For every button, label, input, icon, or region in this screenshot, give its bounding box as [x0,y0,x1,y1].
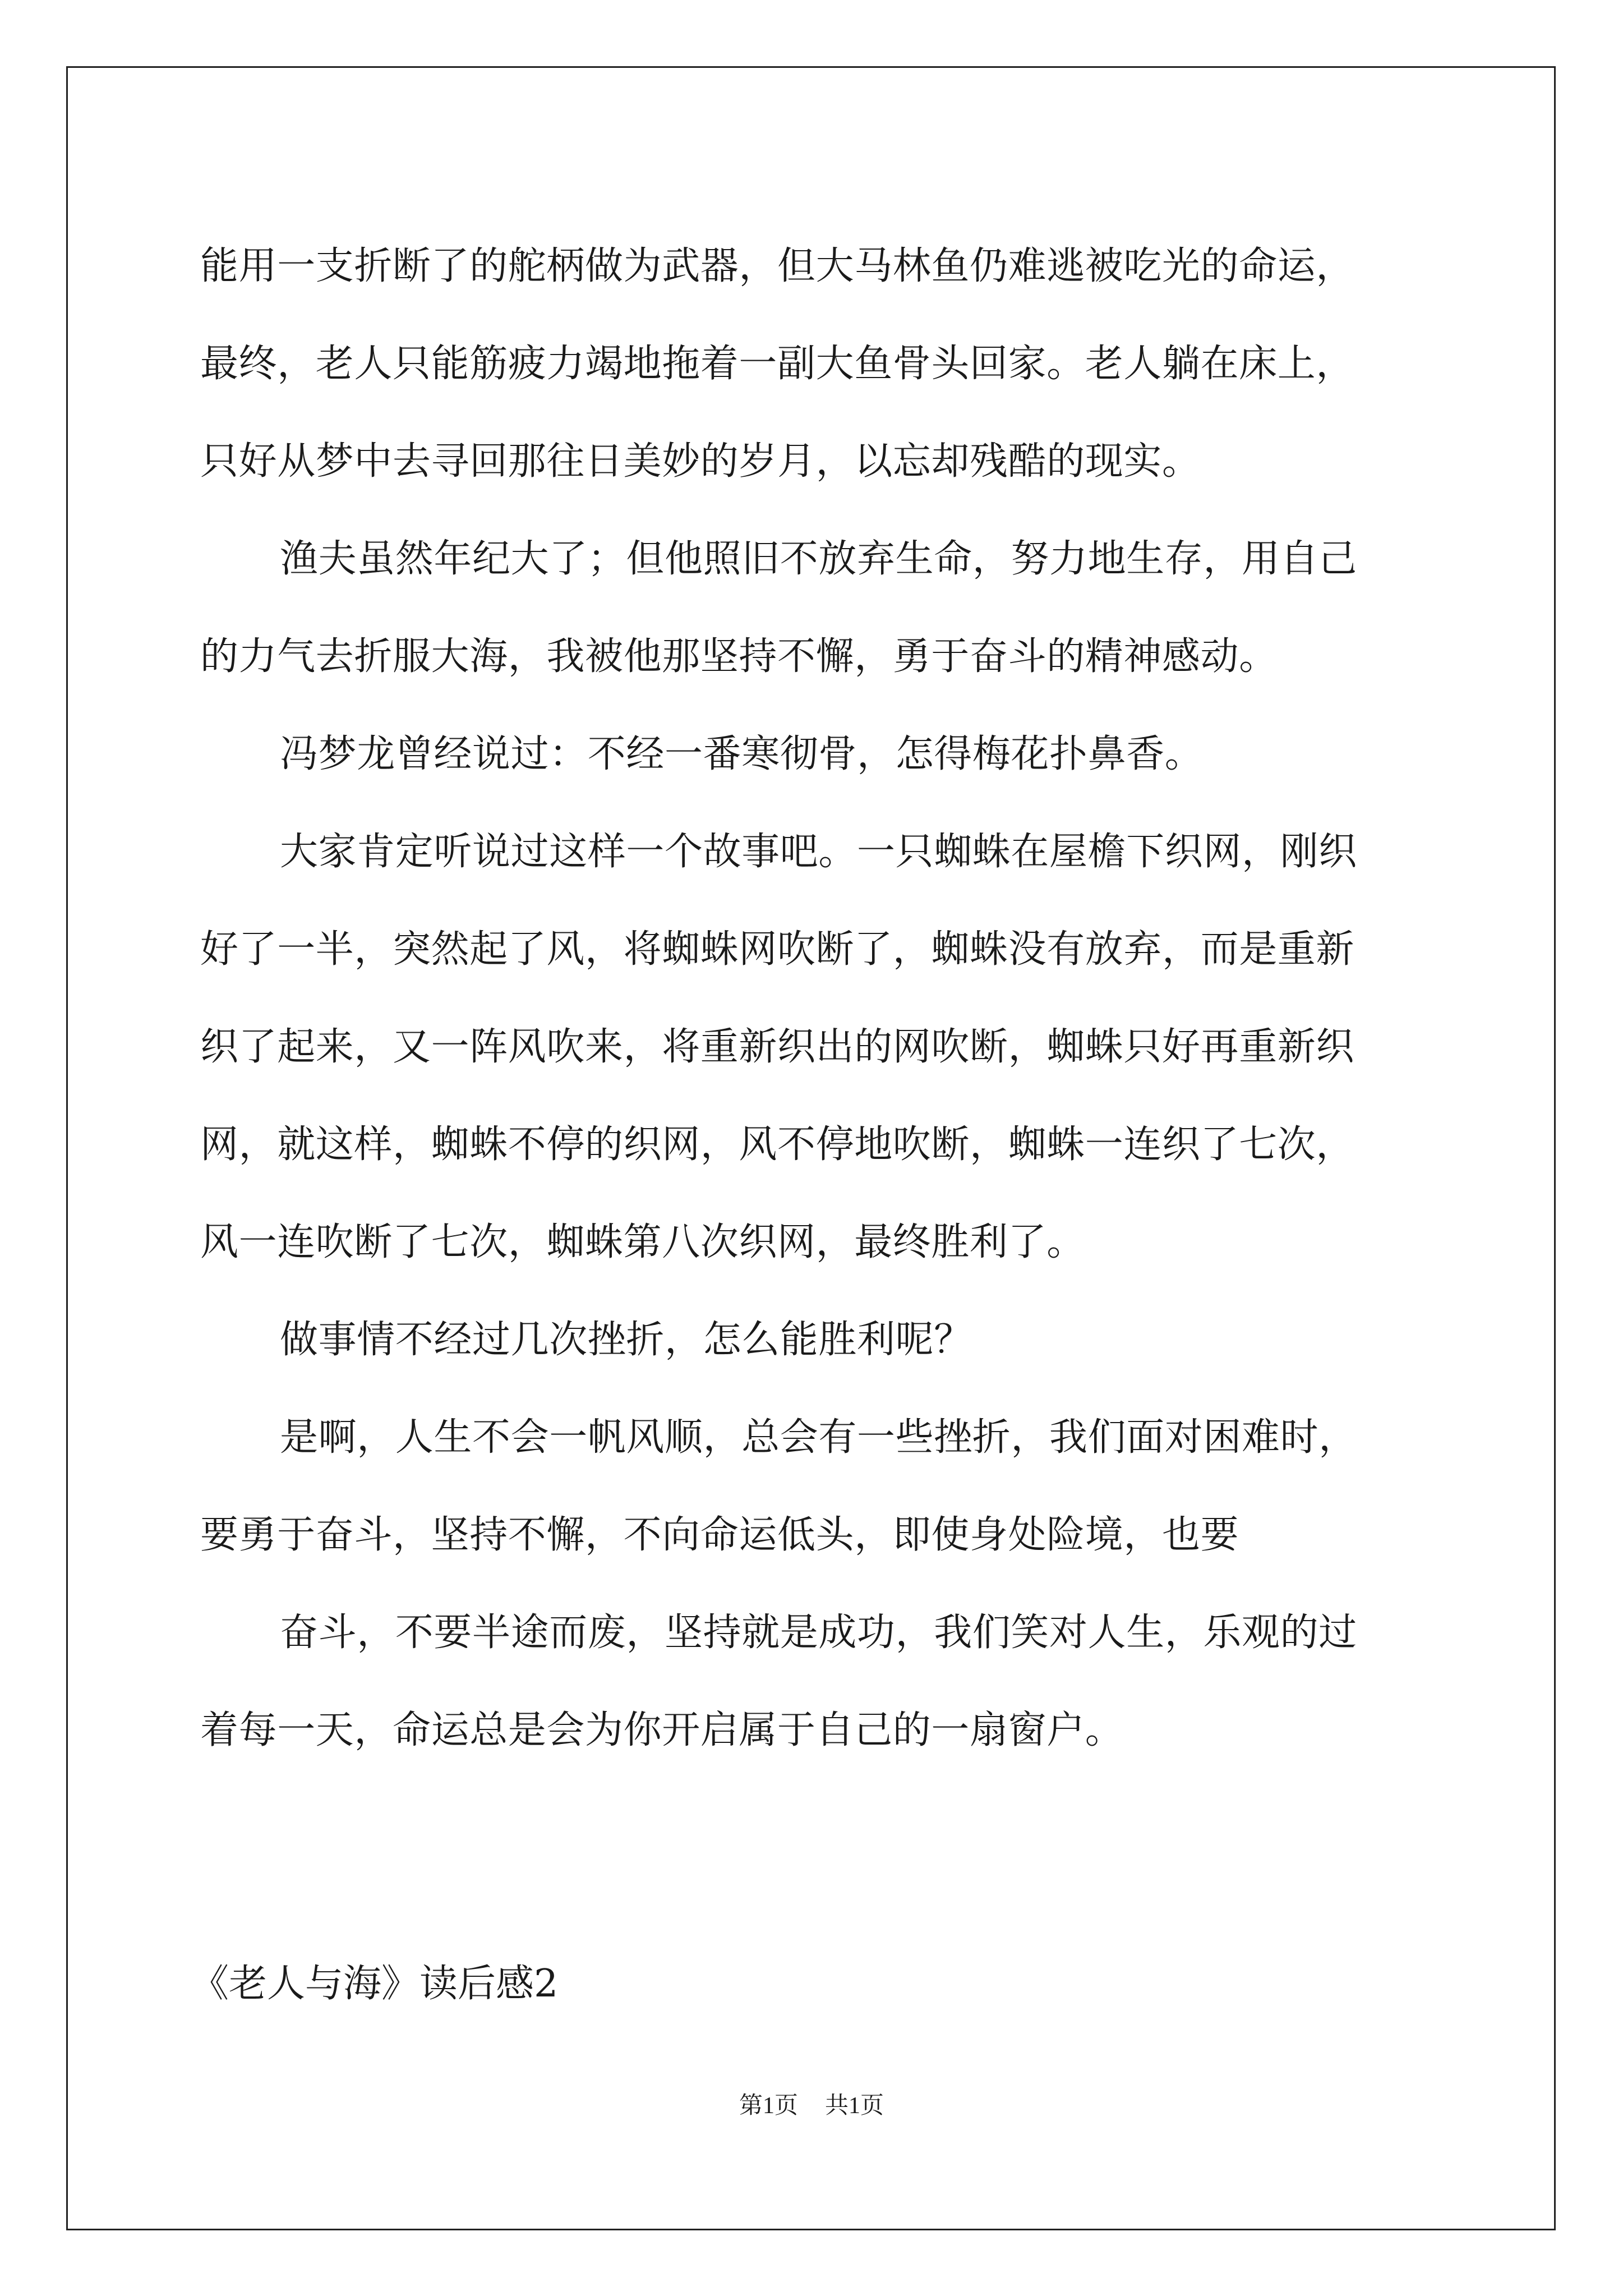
text-line: 好了一半，突然起了风，将蜘蛛网吹断了，蜘蛛没有放弃，而是重新 [200,927,1355,972]
text-line: 奋斗，不要半途而废，坚持就是成功，我们笑对人生，乐观的过 [280,1611,1357,1655]
text-line: 最终，老人只能筋疲力竭地拖着一副大鱼骨头回家。老人躺在床上， [200,342,1355,386]
text-line: 能用一支折断了的舵柄做为武器，但大马林鱼仍难逃被吃光的命运， [200,244,1355,288]
text-line: 网，就这样，蜘蛛不停的织网，风不停地吹断，蜘蛛一连织了七次， [200,1122,1355,1167]
text-line: 冯梦龙曾经说过：不经一番寒彻骨，怎得梅花扑鼻香。 [280,732,1204,776]
text-line: 织了起来，又一阵风吹来，将重新织出的网吹断，蜘蛛只好再重新织 [200,1025,1355,1069]
paragraph-5 [200,1291,1434,1389]
paragraph-4 [200,803,1434,1291]
text-line: 着每一天，命运总是会为你开启属于自己的一扇窗户。 [200,1708,1124,1752]
page-number-current: 第1页 [739,2093,798,2119]
document-body [200,218,1434,1779]
paragraph-2 [200,510,1434,706]
paragraph-7 [200,1584,1434,1779]
text-line: 做事情不经过几次挫折，怎么能胜利呢？ [280,1318,972,1362]
paragraph-1 [200,218,1434,510]
page-number-total: 共1页 [825,2093,884,2119]
paragraph-6 [200,1389,1434,1584]
page-footer [0,2087,1623,2120]
text-line: 是啊，人生不会一帆风顺，总会有一些挫折，我们面对困难时， [280,1415,1357,1460]
section-heading-wrap [191,1935,558,2033]
text-line: 的力气去折服大海，我被他那坚持不懈，勇于奋斗的精神感动。 [200,634,1278,679]
text-line: 只好从梦中去寻回那往日美妙的岁月，以忘却残酷的现实。 [200,439,1201,484]
text-line: 大家肯定听说过这样一个故事吧。一只蜘蛛在屋檐下织网，刚织 [280,830,1357,874]
section-heading: 《老人与海》读后感2 [191,1962,559,2006]
text-line: 渔夫虽然年纪大了；但他照旧不放弃生命，努力地生存，用自己 [280,537,1357,581]
text-line: 风一连吹断了七次，蜘蛛第八次织网，最终胜利了。 [200,1220,1085,1264]
text-line: 要勇于奋斗，坚持不懈，不向命运低头，即使身处险境，也要 [200,1513,1239,1557]
paragraph-3 [200,706,1434,803]
